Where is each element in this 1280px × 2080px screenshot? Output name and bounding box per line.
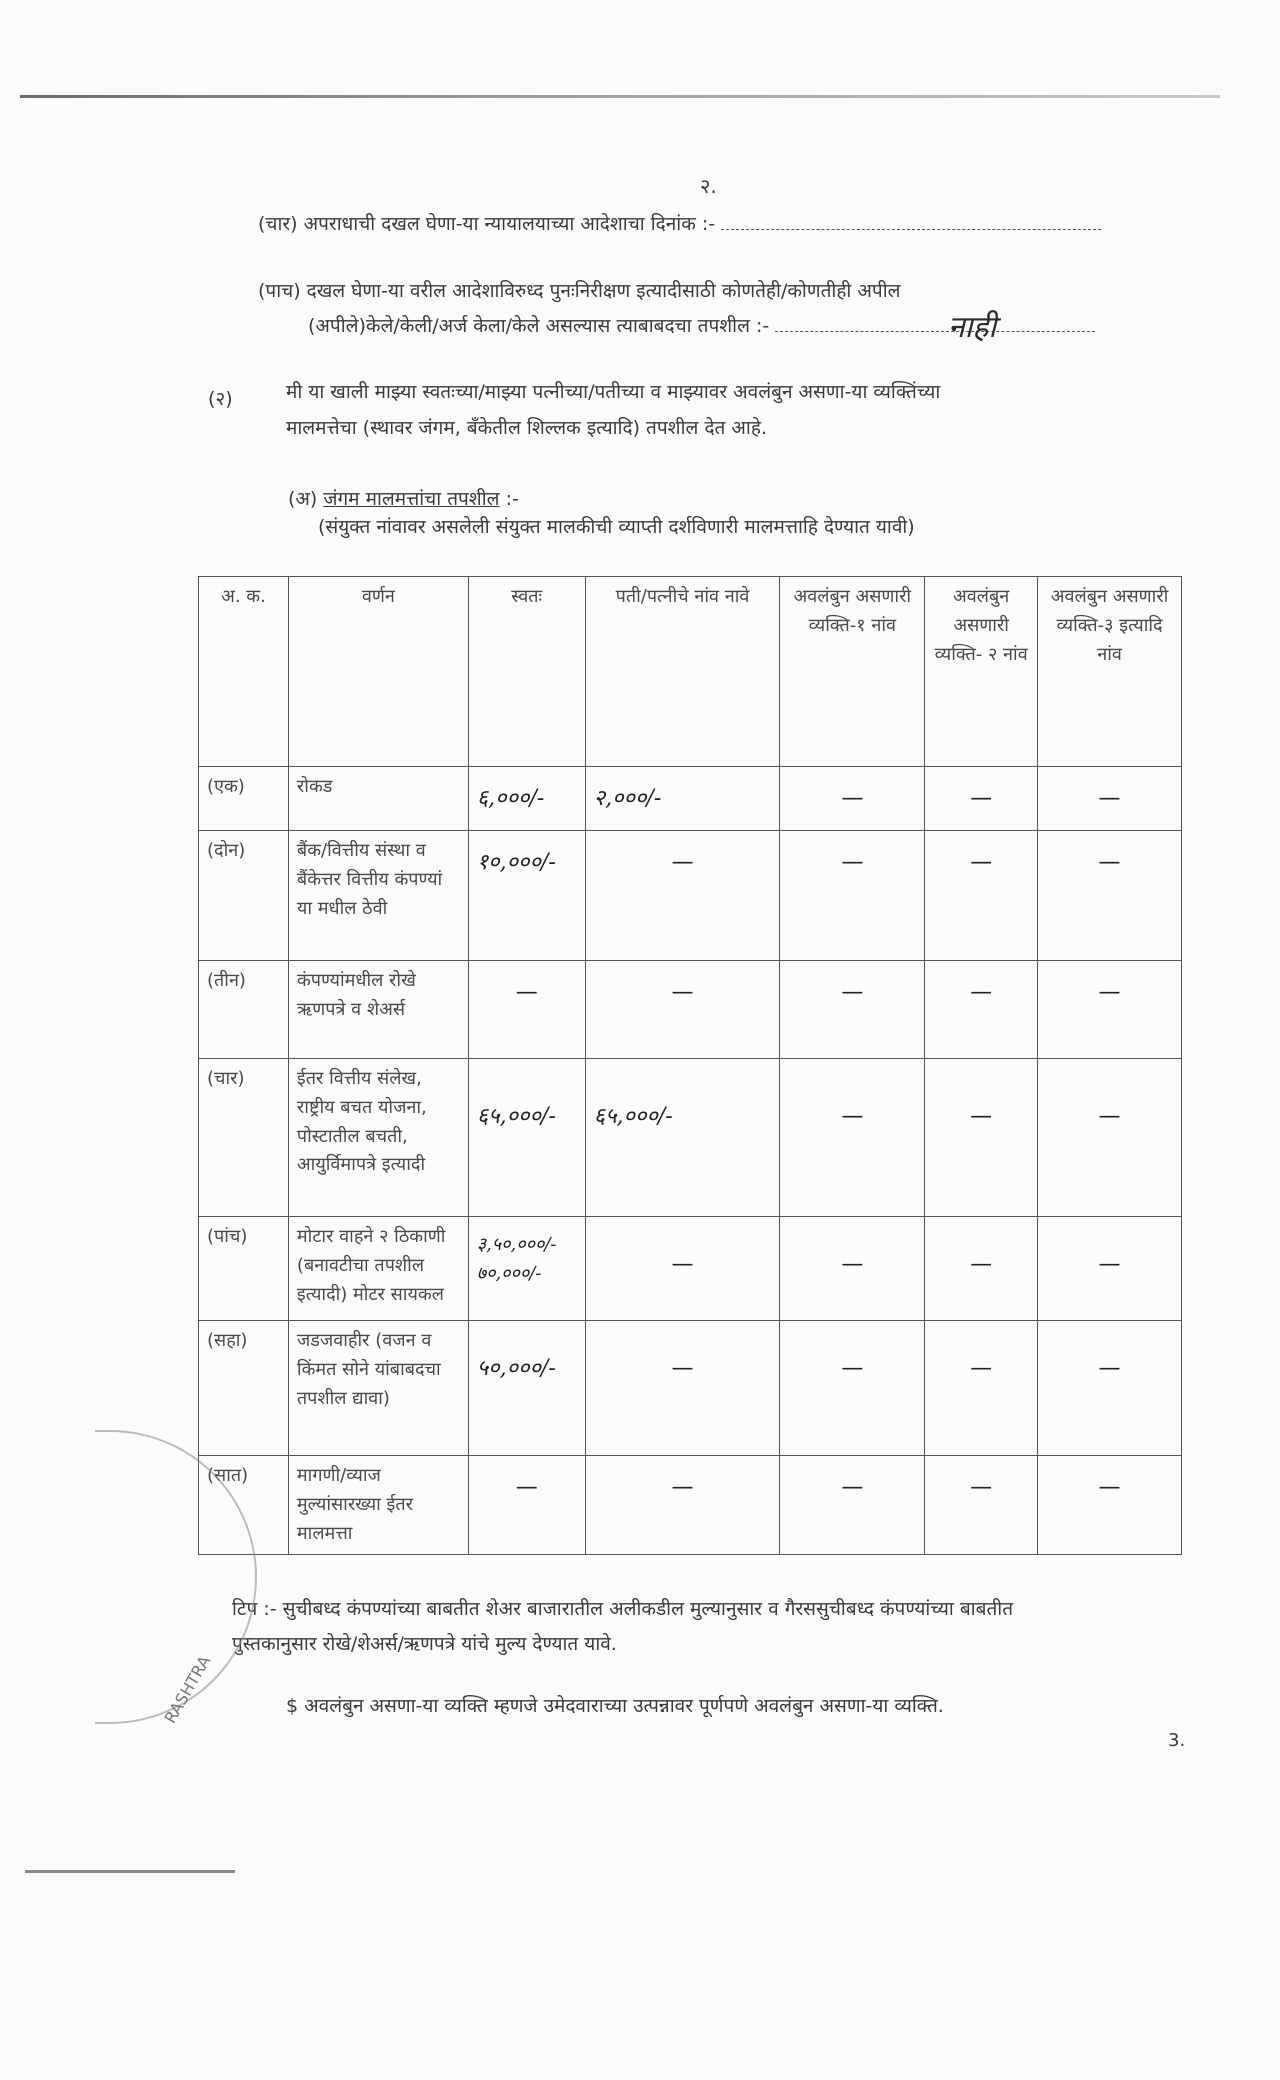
spouse-value: — xyxy=(585,1321,780,1456)
col-self: स्वतः xyxy=(468,577,585,767)
table-row xyxy=(199,1456,1182,1555)
dependent-3-value: — xyxy=(1038,1217,1182,1321)
dependent-definition: $ अवलंबुन असणा-या व्यक्ति म्हणजे उमेदवाराच्या उत्पन्नावर पूर्णपणे अवलंबुन असणा-या व्यक्ति. xyxy=(286,1695,944,1717)
self-value: ६५,०००/- xyxy=(468,1059,585,1217)
row-description: रोकड xyxy=(288,767,468,831)
section2-number: (२) xyxy=(208,388,233,410)
dependent-2-value: — xyxy=(925,831,1038,961)
dependent-3-value: — xyxy=(1038,767,1182,831)
dependent-3-value: — xyxy=(1038,831,1182,961)
table-row xyxy=(199,1217,1182,1321)
dependent-1-value: — xyxy=(780,767,925,831)
self-value: ५०,०००/- xyxy=(468,1321,585,1456)
dependent-1-value: — xyxy=(780,831,925,961)
item-char: (चार) अपराधाची दखल घेणा-या न्यायालयाच्या आदेशाचा दिनांक :- xyxy=(258,210,1101,236)
section2-line1: मी या खाली माझ्या स्वतःच्या/माझ्या पत्नीच्या/पतीच्या व माझ्यावर अवलंबुन असणा-या व्यक्तिंच्या xyxy=(286,381,941,403)
row-description: मागणी/व्याज मुल्यांसारख्या ईतर मालमत्ता xyxy=(288,1456,468,1555)
section2-line2: मालमत्तेचा (स्थावर जंगम, बॅंकेतील शिल्लक इत्यादि) तपशील देत आहे. xyxy=(286,417,767,439)
row-number: (एक) xyxy=(199,767,289,831)
dependent-1-value: — xyxy=(780,1059,925,1217)
dependent-2-value: — xyxy=(925,1321,1038,1456)
row-description: मोटार वाहने २ ठिकाणी (बनावटीचा तपशील इत्यादी) मोटर सायकल xyxy=(288,1217,468,1321)
movable-assets-note: (संयुक्त नांवावर असलेली संयुक्त मालकीची व्याप्ती दर्शविणारी मालमत्ताहि देण्यात यावी) xyxy=(318,516,915,538)
col-spouse: पती/पत्नीचे नांव नावे xyxy=(585,577,780,767)
col-dependent-3: अवलंबुन असणारी व्यक्ति-३ इत्यादि नांव xyxy=(1038,577,1182,767)
dependent-2-value: — xyxy=(925,1456,1038,1555)
dependent-3-value: — xyxy=(1038,1456,1182,1555)
tip-line1: टिप :- सुचीबध्द कंपण्यांच्या बाबतीत शेअर बाजारातील अलीकडील मुल्यानुसार व गैरससुचीबध्द कंपण्यांच्या बाबतीत xyxy=(232,1598,1014,1620)
row-description: ईतर वित्तीय संलेख, राष्ट्रीय बचत योजना, पोस्टातील बचती, आयुर्विमापत्रे इत्यादी xyxy=(288,1059,468,1217)
row-number: (चार) xyxy=(199,1059,289,1217)
col-description: वर्णन xyxy=(288,577,468,767)
col-serial: अ. क. xyxy=(199,577,289,767)
fill-line xyxy=(775,323,1095,332)
scan-edge-top xyxy=(20,95,1220,98)
spouse-value: — xyxy=(585,1217,780,1321)
row-number: (दोन) xyxy=(199,831,289,961)
dependent-3-value: — xyxy=(1038,1321,1182,1456)
fill-line xyxy=(721,221,1101,230)
row-number: (पांच) xyxy=(199,1217,289,1321)
table-header-row xyxy=(199,577,1182,767)
table-row xyxy=(199,1059,1182,1217)
row-number: (सहा) xyxy=(199,1321,289,1456)
movable-assets-heading: (अ) जंगम मालमत्तांचा तपशील :- xyxy=(288,488,519,510)
movable-assets-table xyxy=(198,576,1182,1555)
page-number: २. xyxy=(700,174,717,198)
table-row xyxy=(199,831,1182,961)
spouse-value: २,०००/- xyxy=(585,767,780,831)
self-value: — xyxy=(468,961,585,1059)
scan-edge-bottom xyxy=(25,1870,235,1873)
dependent-3-value: — xyxy=(1038,1059,1182,1217)
spouse-value: ६५,०००/- xyxy=(585,1059,780,1217)
dependent-1-value: — xyxy=(780,961,925,1059)
item-pach-line2: (अपीले)केले/केली/अर्ज केला/केले असल्यास त्याबाबदचा तपशील :- xyxy=(308,312,1095,338)
self-value: १०,०००/- xyxy=(468,831,585,961)
item-pach-line1: (पाच) दखल घेणा-या वरील आदेशाविरुध्द पुनःनिरीक्षण इत्यादीसाठी कोणतेही/कोणतीही अपील xyxy=(258,280,901,302)
spouse-value: — xyxy=(585,1456,780,1555)
dependent-1-value: — xyxy=(780,1456,925,1555)
dependent-2-value: — xyxy=(925,767,1038,831)
row-number: (तीन) xyxy=(199,961,289,1059)
dependent-2-value: — xyxy=(925,1217,1038,1321)
row-number: (सात) xyxy=(199,1456,289,1555)
dependent-2-value: — xyxy=(925,961,1038,1059)
next-page-number: 3. xyxy=(1168,1730,1186,1751)
col-dependent-2: अवलंबुन असणारी व्यक्ति- २ नांव xyxy=(925,577,1038,767)
dependent-3-value: — xyxy=(1038,961,1182,1059)
row-description: जडजवाहीर (वजन व किंमत सोने यांबाबदचा तपशील द्यावा) xyxy=(288,1321,468,1456)
self-value: ६,०००/- xyxy=(468,767,585,831)
self-value: — xyxy=(468,1456,585,1555)
col-dependent-1: अवलंबुन असणारी व्यक्ति-१ नांव xyxy=(780,577,925,767)
self-value: ३,५०,०००/- ७०,०००/- xyxy=(468,1217,585,1321)
dependent-2-value: — xyxy=(925,1059,1038,1217)
table-row xyxy=(199,767,1182,831)
dependent-1-value: — xyxy=(780,1321,925,1456)
seal-text: RASHTRA xyxy=(160,1652,215,1727)
row-description: कंपण्यांमधील रोखे ऋणपत्रे व शेअर्स xyxy=(288,961,468,1059)
handwritten-none: नाही xyxy=(948,310,997,345)
table-row xyxy=(199,961,1182,1059)
spouse-value: — xyxy=(585,831,780,961)
spouse-value: — xyxy=(585,961,780,1059)
tip-line2: पुस्तकानुसार रोखे/शेअर्स/ऋणपत्रे यांचे मुल्य देण्यात यावे. xyxy=(232,1633,617,1655)
row-description: बैंक/वित्तीय संस्था व बैंकेत्तर वित्तीय कंपण्यां या मधील ठेवी xyxy=(288,831,468,961)
dependent-1-value: — xyxy=(780,1217,925,1321)
table-row xyxy=(199,1321,1182,1456)
